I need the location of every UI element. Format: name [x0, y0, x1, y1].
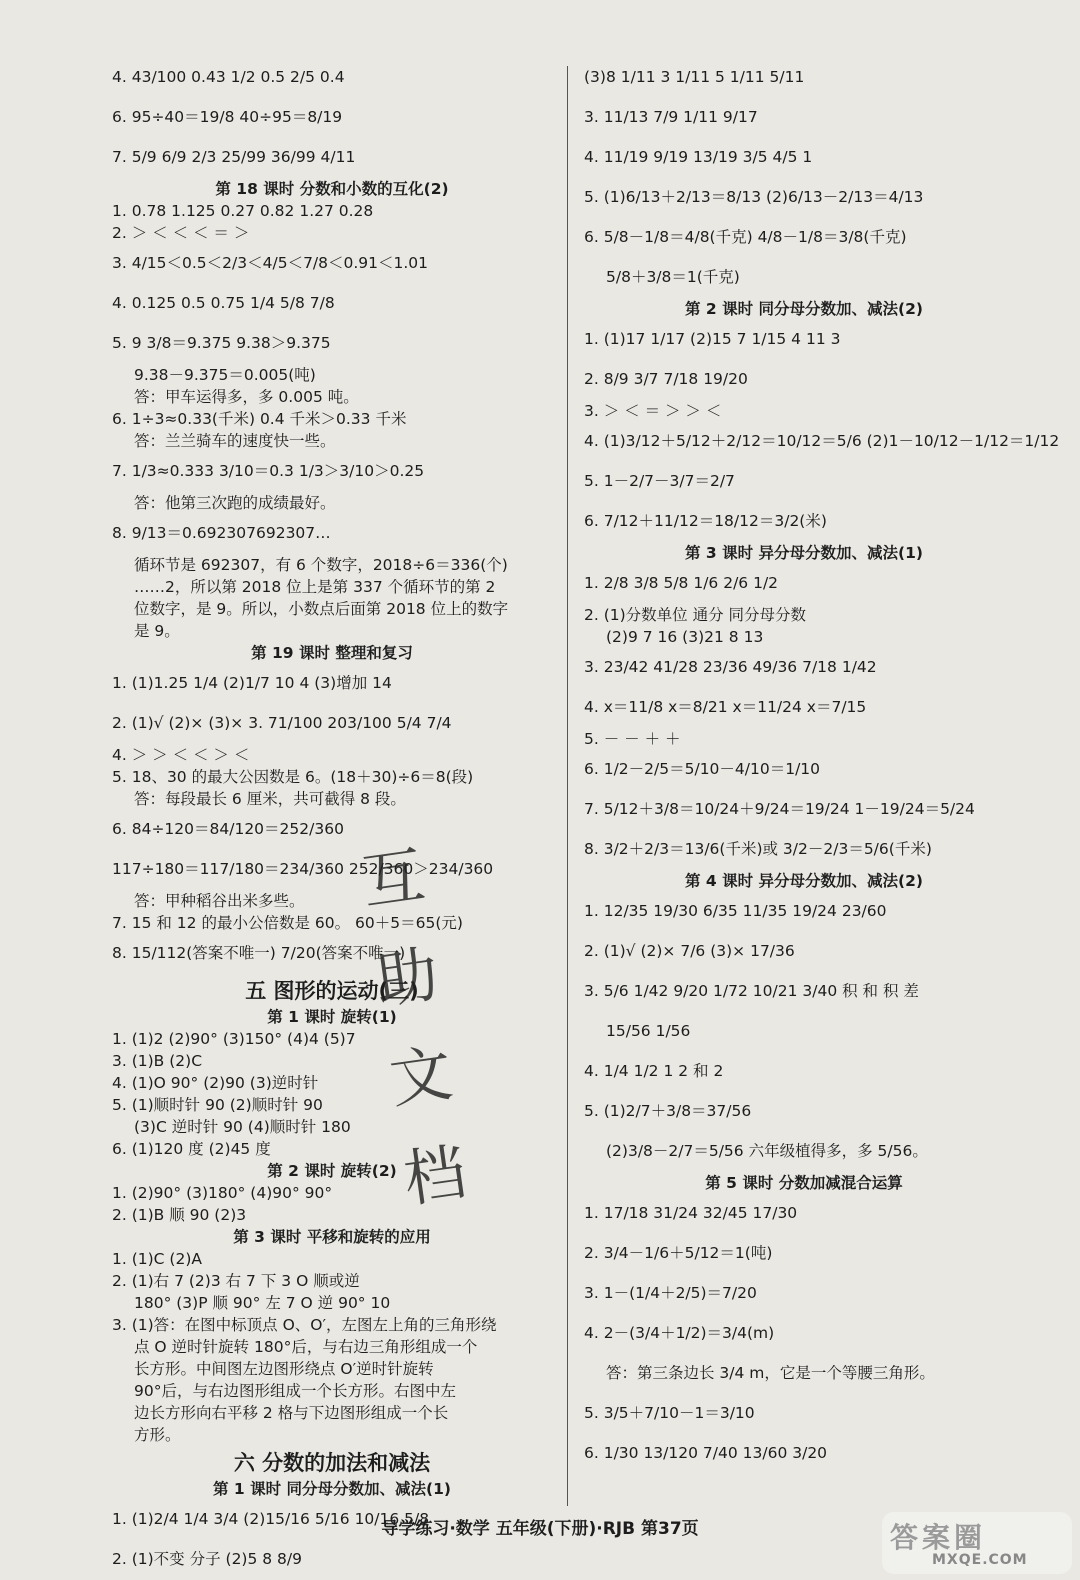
left-answer-heading: 六 分数的加法和减法 [233, 1451, 431, 1475]
left-answer-line: 答：兰兰骑车的速度快一些。 [134, 432, 336, 450]
left-answer-line: 8. 9/13＝0.692307692307… [112, 524, 331, 542]
left-answer-line: 2. (1)不变 分子 (2)5 8 8/9 [112, 1550, 303, 1568]
left-answer-line: 2. ＞ ＜ ＜ ＜ ＝ ＞ [112, 224, 250, 242]
right-answer-line: (3)8 1/11 3 1/11 5 1/11 5/11 [584, 68, 805, 86]
right-answer-line: 5. (1)6/13＋2/13＝8/13 (2)6/13－2/13＝4/13 [584, 188, 924, 206]
left-answer-line: 1. 0.78 1.125 0.27 0.82 1.27 0.28 [112, 202, 374, 220]
right-answer-heading: 第 5 课时 分数加减混合运算 [705, 1174, 903, 1192]
left-answer-line: 1. (1)1.25 1/4 (2)1/7 10 4 (3)增加 14 [112, 674, 392, 692]
left-answer-line: 90°后，与右边图形组成一个长方形。右图中左 [134, 1382, 456, 1400]
right-answer-line: 4. 11/19 9/19 13/19 3/5 4/5 1 [584, 148, 813, 166]
right-answer-line: 4. 1/4 1/2 1 2 和 2 [584, 1062, 724, 1080]
left-answer-heading: 第 19 课时 整理和复习 [251, 644, 413, 662]
left-answer-line: 3. 4/15＜0.5＜2/3＜4/5＜7/8＜0.91＜1.01 [112, 254, 429, 272]
right-answer-line: 5. － － ＋ ＋ [584, 730, 681, 748]
left-answer-line: 5. 18、30 的最大公因数是 6。(18＋30)÷6＝8(段) [112, 768, 474, 786]
left-answer-line: 点 O 逆时针旋转 180°后，与右边三角形组成一个 [134, 1338, 478, 1356]
right-answer-line: 1. 12/35 19/30 6/35 11/35 19/24 23/60 [584, 902, 887, 920]
left-answer-line: 180° (3)P 顺 90° 左 7 O 逆 90° 10 [134, 1294, 391, 1312]
right-answer-line: (2)9 7 16 (3)21 8 13 [606, 628, 764, 646]
right-answer-line: 6. 5/8－1/8＝4/8(千克) 4/8－1/8＝3/8(千克) [584, 228, 907, 246]
left-answer-column [112, 58, 552, 1580]
left-answer-line: 5. 9 3/8＝9.375 9.38＞9.375 [112, 334, 331, 352]
right-answer-line: 7. 5/12＋3/8＝10/24＋9/24＝19/24 1－19/24＝5/24 [584, 800, 975, 818]
right-answer-line: 4. x＝11/8 x＝8/21 x＝11/24 x＝7/15 [584, 698, 867, 716]
left-answer-heading: 第 18 课时 分数和小数的互化(2) [215, 180, 449, 198]
right-answer-line: 2. 8/9 3/7 7/18 19/20 [584, 370, 748, 388]
left-answer-line: 4. 0.125 0.5 0.75 1/4 5/8 7/8 [112, 294, 335, 312]
left-answer-line: 2. (1)右 7 (2)3 右 7 下 3 O 顺或逆 [112, 1272, 360, 1290]
left-answer-heading: 第 1 课时 旋转(1) [267, 1008, 397, 1026]
right-answer-line: 3. 1－(1/4＋2/5)＝7/20 [584, 1284, 757, 1302]
left-answer-line: ……2，所以第 2018 位上是第 337 个循环节的第 2 [134, 578, 496, 596]
left-answer-line: 4. 43/100 0.43 1/2 0.5 2/5 0.4 [112, 68, 345, 86]
right-answer-line: 8. 3/2＋2/3＝13/6(千米)或 3/2－2/3＝5/6(千米) [584, 840, 932, 858]
left-answer-line: 4. (1)O 90° (2)90 (3)逆时针 [112, 1074, 319, 1092]
column-divider [567, 66, 568, 1506]
right-answer-line: 答：第三条边长 3/4 m，它是一个等腰三角形。 [606, 1364, 935, 1382]
left-answer-heading: 第 1 课时 同分母分数加、减法(1) [213, 1480, 451, 1498]
right-answer-line: 5/8＋3/8＝1(千克) [606, 268, 740, 286]
watermark-logo: 答案圈 [890, 1521, 987, 1554]
left-answer-line: 9.38－9.375＝0.005(吨) [134, 366, 316, 384]
left-answer-line: 4. ＞ ＞ ＜ ＜ ＞ ＜ [112, 746, 250, 764]
right-answer-line: 4. 2－(3/4＋1/2)＝3/4(m) [584, 1324, 775, 1342]
left-answer-line: 7. 1/3≈0.333 3/10＝0.3 1/3＞3/10＞0.25 [112, 462, 425, 480]
left-answer-line: 6. 1÷3≈0.33(千米) 0.4 千米＞0.33 千米 [112, 410, 407, 428]
right-answer-heading: 第 3 课时 异分母分数加、减法(1) [685, 544, 923, 562]
right-answer-line: 5. (1)2/7＋3/8＝37/56 [584, 1102, 752, 1120]
left-answer-line: 3. (1)B (2)C [112, 1052, 203, 1070]
left-answer-line: 1. (1)2 (2)90° (3)150° (4)4 (5)7 [112, 1030, 356, 1048]
left-answer-heading: 第 3 课时 平移和旋转的应用 [233, 1228, 431, 1246]
left-answer-line: 1. (2)90° (3)180° (4)90° 90° [112, 1184, 333, 1202]
left-answer-line: 5. (1)顺时针 90 (2)顺时针 90 [112, 1096, 323, 1114]
right-answer-line: 2. (1)分数单位 通分 同分母分数 [584, 606, 807, 624]
right-answer-line: 3. 5/6 1/42 9/20 1/72 10/21 3/40 积 和 积 差 [584, 982, 919, 1000]
left-answer-line: 8. 15/112(答案不唯一) 7/20(答案不唯一) [112, 944, 406, 962]
right-answer-heading: 第 4 课时 异分母分数加、减法(2) [685, 872, 923, 890]
left-answer-line: 6. 84÷120＝84/120＝252/360 [112, 820, 344, 838]
left-answer-line: 7. 15 和 12 的最小公倍数是 60。 60＋5＝65(元) [112, 914, 463, 932]
left-answer-line: 2. (1)B 顺 90 (2)3 [112, 1206, 247, 1224]
left-answer-line: 位数字，是 9。所以，小数点后面第 2018 位上的数字 [134, 600, 509, 618]
left-answer-line: 3. (1)答：在图中标顶点 O、O′，左图左上角的三角形绕 [112, 1316, 497, 1334]
right-answer-line: 3. ＞ ＜ ＝ ＞ ＞ ＜ [584, 402, 722, 420]
left-answer-line: 2. (1)√ (2)× (3)× 3. 71/100 203/100 5/4 7/4 [112, 714, 452, 732]
right-answer-line: 4. (1)3/12＋5/12＋2/12＝10/12＝5/6 (2)1－10/12－1/12＝1/12 [584, 432, 1060, 450]
left-answer-line: 1. (1)C (2)A [112, 1250, 202, 1268]
left-answer-line: 答：每段最长 6 厘米，共可截得 8 段。 [134, 790, 406, 808]
page-footer: 导学练习·数学 五年级(下册)·RJB 第37页 [381, 1519, 699, 1539]
left-answer-heading: 五 图形的运动(三) [245, 979, 419, 1003]
watermark-url: MXQE.COM [932, 1552, 1028, 1568]
right-answer-line: 3. 11/13 7/9 1/11 9/17 [584, 108, 758, 126]
left-answer-line: 1. (1)2/4 1/4 3/4 (2)15/16 5/16 10/16 5/8 [112, 1510, 430, 1528]
right-answer-column [584, 58, 1060, 1474]
left-answer-line: 方形。 [134, 1426, 181, 1444]
right-answer-line: 1. 17/18 31/24 32/45 17/30 [584, 1204, 798, 1222]
right-answer-line: 2. 3/4－1/6＋5/12＝1(吨) [584, 1244, 773, 1262]
left-answer-line: 6. (1)120 度 (2)45 度 [112, 1140, 271, 1158]
left-answer-line: 答：甲车运得多，多 0.005 吨。 [134, 388, 359, 406]
right-answer-line: 6. 1/30 13/120 7/40 13/60 3/20 [584, 1444, 828, 1462]
left-answer-line: 答：甲种稻谷出米多些。 [134, 892, 305, 910]
left-answer-line: 边长方形向右平移 2 格与下边图形组成一个长 [134, 1404, 449, 1422]
left-answer-line: 6. 95÷40＝19/8 40÷95＝8/19 [112, 108, 343, 126]
left-answer-line: 循环节是 692307，有 6 个数字，2018÷6＝336(个) [134, 556, 508, 574]
right-answer-line: 2. (1)√ (2)× 7/6 (3)× 17/36 [584, 942, 795, 960]
left-answer-line: 长方形。中间图左边图形绕点 O′逆时针旋转 [134, 1360, 434, 1378]
right-answer-line: 5. 3/5＋7/10－1＝3/10 [584, 1404, 755, 1422]
right-answer-line: 15/56 1/56 [606, 1022, 691, 1040]
right-answer-line: 6. 7/12＋11/12＝18/12＝3/2(米) [584, 512, 827, 530]
right-answer-heading: 第 2 课时 同分母分数加、减法(2) [685, 300, 923, 318]
right-answer-line: 3. 23/42 41/28 23/36 49/36 7/18 1/42 [584, 658, 877, 676]
left-answer-line: (3)C 逆时针 90 (4)顺时针 180 [134, 1118, 351, 1136]
left-answer-line: 答：他第三次跑的成绩最好。 [134, 494, 336, 512]
left-answer-line: 是 9。 [134, 622, 180, 640]
right-answer-line: 6. 1/2－2/5＝5/10－4/10＝1/10 [584, 760, 821, 778]
site-watermark [882, 1512, 1072, 1574]
handwritten-stamp: 互助文档 [357, 837, 471, 1216]
right-answer-line: 1. 2/8 3/8 5/8 1/6 2/6 1/2 [584, 574, 779, 592]
left-answer-heading: 第 2 课时 旋转(2) [267, 1162, 397, 1180]
right-answer-line: (2)3/8－2/7＝5/56 六年级植得多，多 5/56。 [606, 1142, 928, 1160]
left-answer-line: 7. 5/9 6/9 2/3 25/99 36/99 4/11 [112, 148, 356, 166]
left-answer-line: 117÷180＝117/180＝234/360 252/360＞234/360 [112, 860, 494, 878]
right-answer-line: 1. (1)17 1/17 (2)15 7 1/15 4 11 3 [584, 330, 841, 348]
right-answer-line: 5. 1－2/7－3/7＝2/7 [584, 472, 735, 490]
